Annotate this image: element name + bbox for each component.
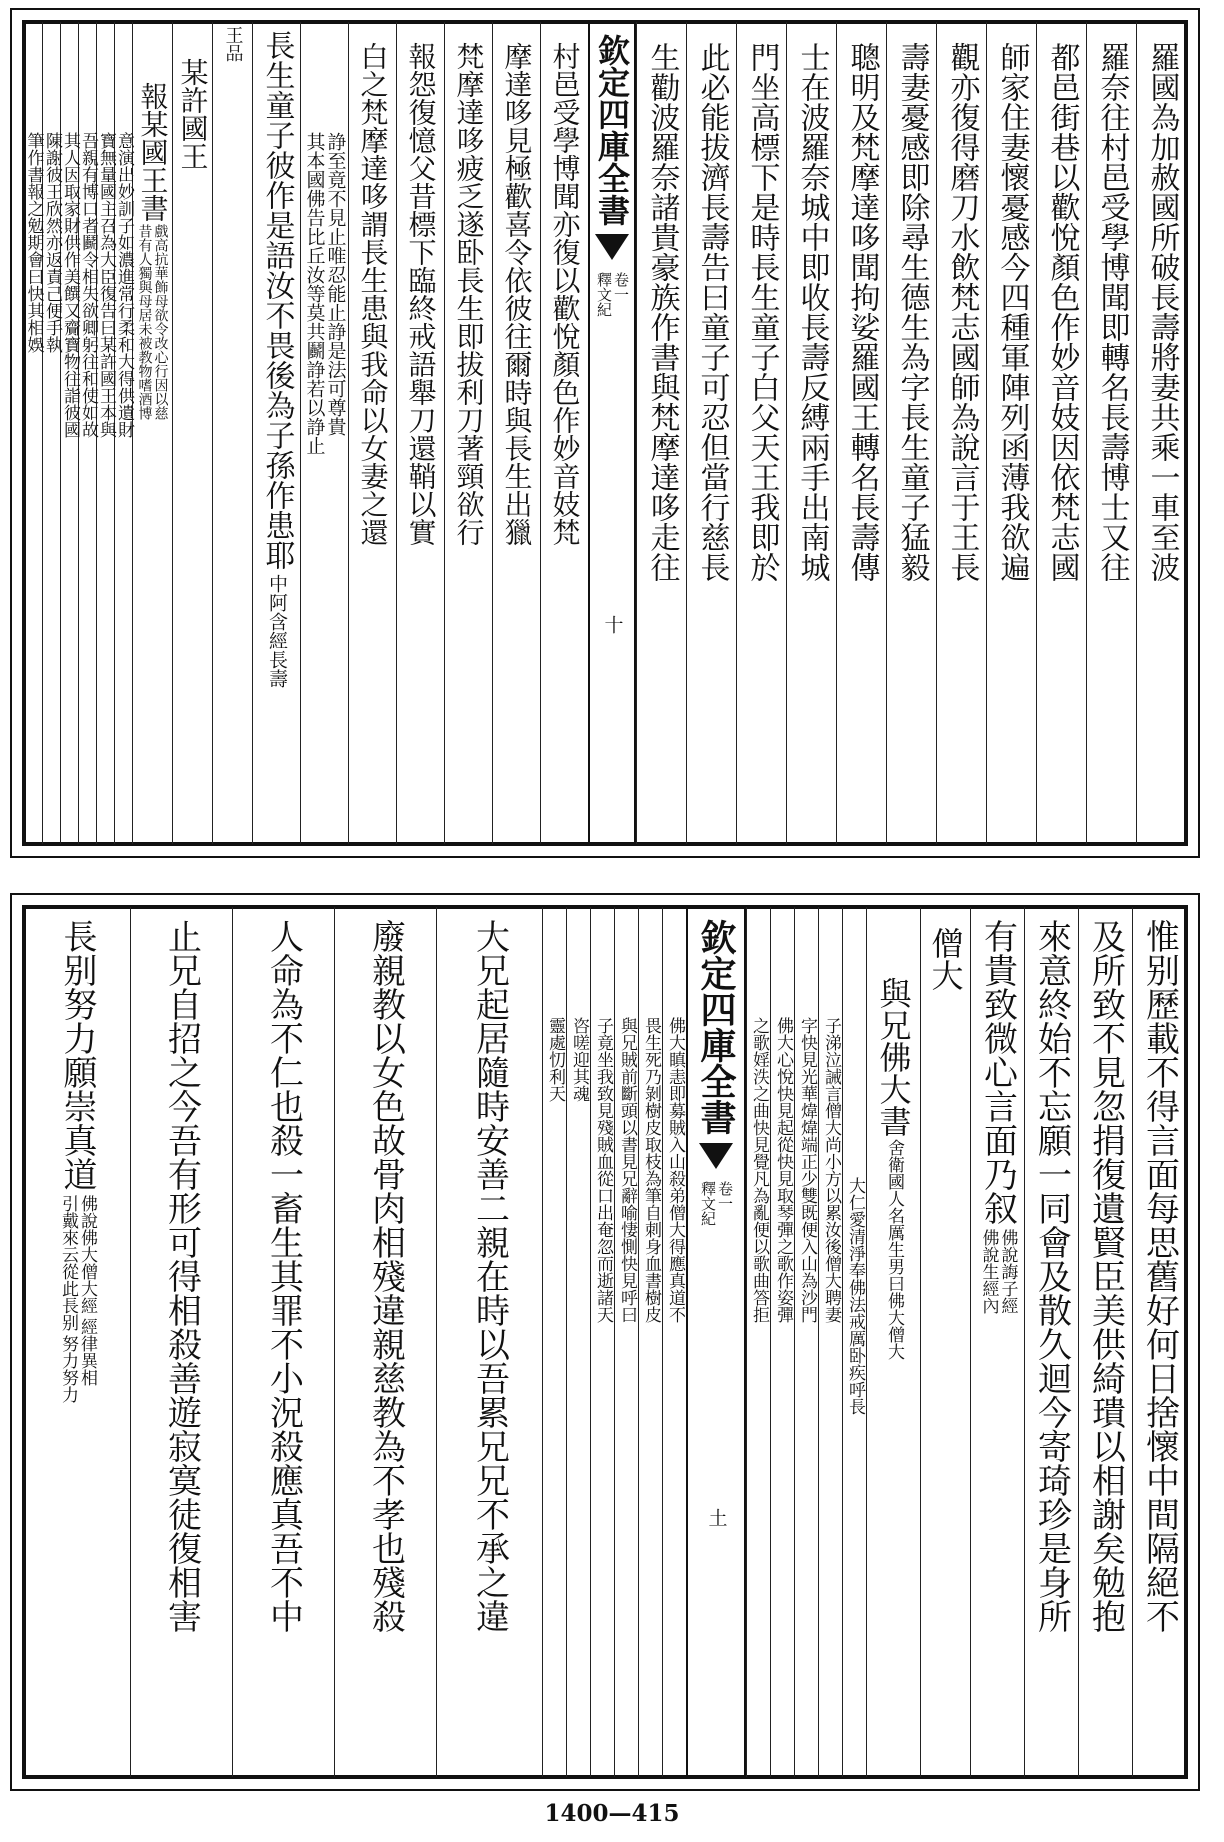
note-pair	[305, 132, 345, 844]
text-column	[936, 22, 986, 844]
note-stack	[59, 1195, 76, 1403]
text-column	[78, 22, 96, 844]
column-text: 報怨復憶父昔標下臨終戒語舉刀還鞘以實	[404, 42, 438, 546]
text-column	[132, 22, 172, 844]
column-text: 大仁愛清淨奉佛法戒厲卧疾呼長	[845, 1177, 865, 1415]
note-stack	[78, 1195, 95, 1403]
center-margin	[686, 907, 746, 1777]
page-number: 1400—415	[544, 1800, 680, 1827]
center-margin	[588, 22, 636, 844]
source-note: 佛說佛大僧大經	[77, 1195, 97, 1314]
column-text: 聰明及梵摩達哆聞拘娑羅國王轉名長壽傳	[844, 42, 880, 582]
bottom-leaf-content	[24, 907, 1186, 1777]
column-text: 來意終始不忘願一同會及散久迴今寄琦珍是身所	[1031, 919, 1072, 1633]
column-text: 寶無量國主召為大臣復告曰某許國王本與	[96, 132, 116, 438]
note-text: 舍衛國人名厲生男曰佛大僧大	[884, 1139, 904, 1360]
text-column	[566, 907, 590, 1777]
volume-number: 卷一	[612, 272, 630, 302]
folio-number: 土	[705, 1508, 728, 1527]
volume-label	[700, 1181, 732, 1226]
column-text: 有貴致微心言面乃叙	[977, 919, 1018, 1225]
letter-title: 與兄佛大書	[874, 977, 913, 1137]
text-column	[636, 22, 686, 844]
column-text: 字快見光華煒煒端正少雙既便入山為沙門	[797, 1017, 817, 1323]
note-text: 昔有人獨與母居未被教物嗜酒博	[136, 224, 153, 420]
column-text: 之歌婬泆之曲快見覺凡為亂便以歌曲答拒	[749, 1017, 769, 1323]
column-text: 畏生死乃剝樹皮取枝為筆自刺身血書樹皮	[641, 1017, 661, 1323]
column-text: 摩達哆見極歡喜令依彼往爾時與長生出獵	[500, 42, 534, 546]
column-text: 人命為不仁也殺一畜生其罪不小況殺應真吾不中	[263, 919, 304, 1633]
volume-title: 釋文紀	[699, 1181, 717, 1226]
book-title: 欽定四庫全書	[593, 34, 631, 226]
column-text: 師家住妻懷憂感今四種軍陣列函薄我欲遍	[994, 42, 1030, 582]
text-column	[130, 907, 232, 1777]
letter-heading	[874, 907, 913, 1777]
note-pair	[59, 1195, 95, 1403]
fish-tail-mark	[699, 1143, 733, 1173]
column-text: 子竟坐我致見殘賊血從口出奄忽而逝諸天	[593, 1017, 613, 1323]
folio-number: 十	[601, 615, 624, 634]
addressee: 某許國王	[176, 58, 210, 170]
note-text: 引戴來云從此長别	[58, 1195, 78, 1331]
text-column	[1086, 22, 1136, 844]
text-column	[172, 22, 212, 844]
source-note: 佛說誨子經	[997, 1229, 1018, 1314]
column-text: 惟别歷載不得言面每思舊好何日捨懷中間隔絕不	[1139, 919, 1180, 1633]
volume-label	[596, 272, 628, 317]
column-text: 羅奈往村邑受學博聞即轉名長壽博士又往	[1094, 42, 1130, 582]
text-column	[96, 22, 114, 844]
column-text: 與兄賊前斷頭以書見兄辭喻悽惻快見呼曰	[617, 1017, 637, 1323]
text-column	[232, 907, 334, 1777]
text-column	[24, 907, 130, 1777]
note-pair	[138, 224, 168, 420]
text-column	[662, 907, 686, 1777]
text-column	[986, 22, 1036, 844]
volume-title: 釋文紀	[595, 272, 613, 317]
author-name: 僧大	[926, 927, 965, 991]
note-text: 其本國佛告比丘汝等莫共鬬諍若以諍止	[303, 132, 326, 455]
text-column	[1024, 907, 1078, 1777]
note-pair	[980, 1229, 1016, 1314]
column-text: 觀亦復得磨刀水飲梵志國師為說言于王長	[944, 42, 980, 582]
column-text: 佛大瞋恚即募賊入山殺弟僧大得應真道不	[665, 1017, 685, 1323]
text-column	[746, 907, 770, 1777]
text-column	[24, 22, 42, 844]
text-column	[686, 22, 736, 844]
text-column	[836, 22, 886, 844]
text-column	[114, 22, 132, 844]
column-text: 止兄自招之今吾有形可得相殺善遊寂寞徒復相害	[161, 919, 202, 1633]
note-text: 諍至竟不見止唯忍能止諍是法可尊貴	[324, 132, 347, 436]
column-text: 佛大心悅快見起從快見取琴彈之歌作姿彈	[773, 1017, 793, 1323]
column-text: 筆作書報之勉期會曰快其相娛	[23, 132, 44, 353]
source-note: 中阿含經長壽	[266, 574, 288, 688]
letter-title: 報某國王書	[136, 82, 170, 222]
column-text: 長生童子彼作是語汝不畏後為子孫作患耶	[259, 30, 295, 570]
text-column	[1132, 907, 1186, 1777]
column-text: 白之梵摩達哆謂長生患與我命以女妻之還	[356, 42, 390, 546]
top-leaf-content	[24, 22, 1186, 844]
note-column	[300, 22, 348, 844]
column-text: 羅國為加赦國所破長壽將妻共乘一車至波	[1144, 42, 1180, 582]
column-text: 生勸波羅奈諸貴豪族作書與梵摩達哆走往	[644, 42, 680, 582]
column-text: 門坐高標下是時長生童子白父天王我即於	[744, 42, 780, 582]
fish-tail-mark	[595, 234, 629, 264]
column-text: 此必能拔濟長壽告曰童子可忍但當行慈長	[694, 42, 730, 582]
column-stack	[977, 907, 1018, 1777]
column-text: 長别努力願崇真道	[57, 919, 97, 1191]
source-note: 佛說生經內	[978, 1229, 999, 1314]
column-text: 廢親教以女色故骨肉相殘違親慈教為不孝也殘殺	[365, 919, 406, 1633]
text-column	[886, 22, 936, 844]
volume-number: 卷一	[716, 1181, 734, 1211]
text-column	[818, 907, 842, 1777]
column-text: 陳謝彼王欣然亦返責己便手執	[42, 132, 62, 353]
text-column	[866, 907, 920, 1777]
text-column	[42, 22, 60, 844]
text-column	[590, 907, 614, 1777]
text-column	[436, 907, 542, 1777]
text-column	[970, 907, 1024, 1777]
text-column	[396, 22, 444, 844]
text-column	[492, 22, 540, 844]
text-column	[542, 907, 566, 1777]
text-column	[1036, 22, 1086, 844]
text-column	[786, 22, 836, 844]
text-column	[842, 907, 866, 1777]
text-column	[348, 22, 396, 844]
text-column	[334, 907, 436, 1777]
column-text: 梵摩達哆疲乏遂卧長生即拔利刀著頸欲行	[452, 42, 486, 546]
text-column	[794, 907, 818, 1777]
text-column	[60, 22, 78, 844]
column-stack	[59, 907, 95, 1777]
letter-heading	[138, 22, 168, 844]
text-column	[736, 22, 786, 844]
heading-stack	[259, 22, 295, 844]
column-text: 吾親有博口者鬬令相失欲卿躬往和使如故	[78, 132, 98, 438]
column-text: 意演出妙訓子如濃進常行柔和大得供遺財	[114, 132, 134, 438]
column-text: 村邑受學博聞亦復以歡悅顏色作妙音妓梵	[548, 42, 582, 546]
text-column	[770, 907, 794, 1777]
text-column	[614, 907, 638, 1777]
column-text: 其人因取家財供作美饌又齎寶物往詣彼國	[60, 132, 80, 438]
source-note: 經律異相	[77, 1318, 97, 1386]
text-column	[252, 22, 300, 844]
text-column	[920, 907, 970, 1777]
column-text: 大兄起居隨時安善二親在時以吾累兄兄不承之違	[469, 919, 510, 1633]
column-text: 靈處忉利天	[545, 1017, 565, 1102]
text-column	[1078, 907, 1132, 1777]
column-text: 壽妻憂感即除尋生德生為字長生童子猛毅	[894, 42, 930, 582]
text-column	[1136, 22, 1186, 844]
chapter-marker: 王品	[222, 26, 244, 62]
column-text: 及所致不見忽捐復遺賢臣美供綺璝以相謝矣勉抱	[1085, 919, 1126, 1633]
text-column	[444, 22, 492, 844]
book-title: 欽定四庫全書	[695, 919, 737, 1135]
text-column	[212, 22, 252, 844]
column-text: 都邑街巷以歡悅顏色作妙音妓因依梵志國	[1044, 42, 1080, 582]
text-column	[638, 907, 662, 1777]
column-text: 子涕泣誡言僧大尚小方以累汝後僧大聘妻	[821, 1017, 841, 1323]
note-text: 戲高抗華飾母欲令改心行因以慈	[152, 224, 169, 420]
note-text: 努力努力	[58, 1335, 78, 1403]
column-text: 士在波羅奈城中即收長壽反縛兩手出南城	[794, 42, 830, 582]
text-column	[540, 22, 588, 844]
column-text: 咨嗟迎其魂	[569, 1017, 589, 1102]
